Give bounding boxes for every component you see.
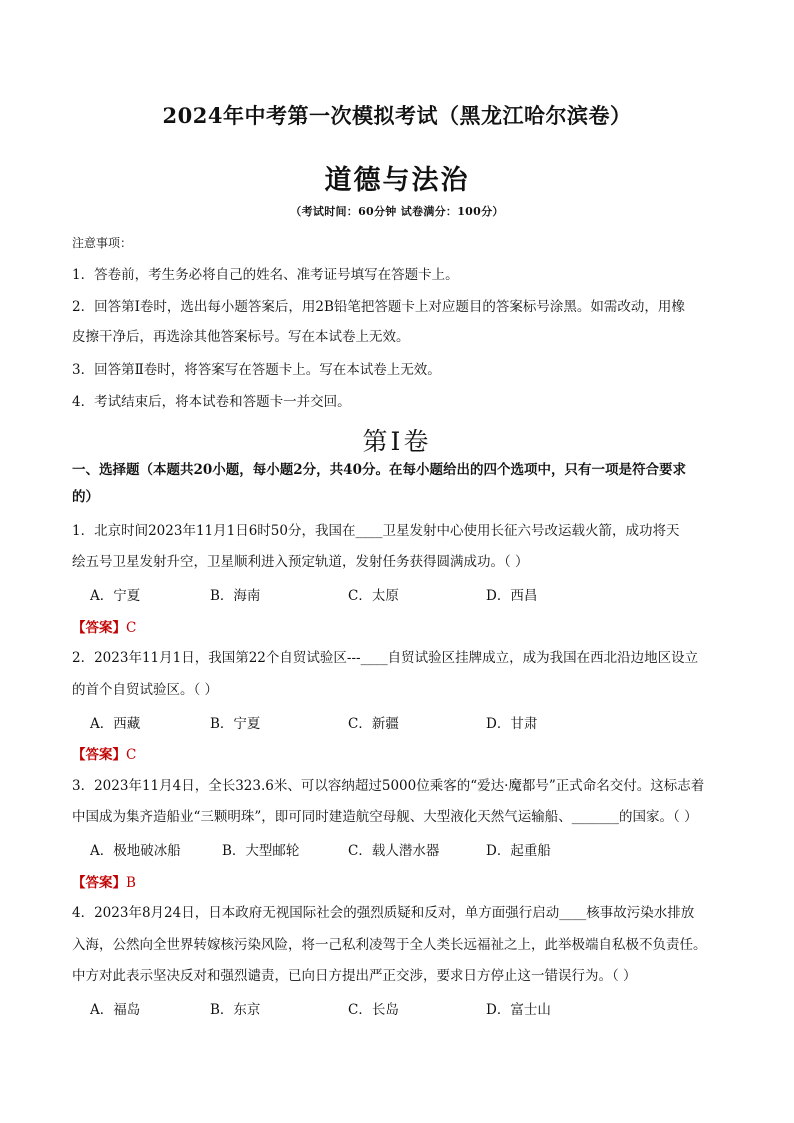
question-1-answer — [72, 616, 136, 636]
section-instruction: 一、选择题（本题共20小题，每小题2分，共40分。在每小题给出的四个选项中，只有一项是符合要求 — [72, 462, 686, 478]
question-1-text: 1．北京时间2023年11月1日6时50分，我国在____卫星发射中心使用长征六号改运载火箭，成功将天 — [72, 523, 680, 539]
exam-title: 2024年中考第一次模拟考试（黑龙江哈尔滨卷） — [162, 103, 632, 128]
subject-title: 道德与法治 — [324, 165, 470, 196]
question-2-text: 2．2023年11月1日，我国第22个自贸试验区---____自贸试验区挂牌成立，成为我国在西北沿边地区设立 — [72, 650, 699, 666]
question-3-text: 3．2023年11月4日，全长323.6米、可以容纳超过5000位乘客的“爱达·魔都号”正式命名交付。这标志着 — [72, 778, 705, 794]
option-d: D．起重船 — [486, 843, 551, 859]
question-2-answer — [72, 743, 136, 763]
question-2-text: 的首个自贸试验区。（ ） — [72, 682, 219, 698]
question-3-options — [90, 839, 730, 859]
question-4-text: 4．2023年8月24日，日本政府无视国际社会的强烈质疑和反对，单方面强行启动____核事故污染水排放 — [72, 905, 695, 921]
exam-info: （考试时间：60分钟 试卷满分：100分） — [290, 205, 504, 218]
option-b: B．东京 — [210, 1002, 261, 1018]
option-b: B．海南 — [210, 588, 261, 604]
option-a: A．极地破冰船 — [90, 843, 181, 859]
option-c: C．载人潜水器 — [348, 843, 440, 859]
answer-label: 【答案】 — [72, 620, 126, 636]
option-c: C．太原 — [348, 588, 399, 604]
question-3-answer — [72, 871, 136, 891]
question-1-text: 绘五号卫星发射升空，卫星顺利进入预定轨道，发射任务获得圆满成功。（ ） — [72, 554, 529, 570]
option-d: D．富士山 — [486, 1002, 551, 1018]
question-4-text: 入海，公然向全世界转嫁核污染风险，将一己私利凌驾于全人类长远福祉之上，此举极端自私极不负责任。 — [72, 937, 707, 953]
question-4-text: 中方对此表示坚决反对和强烈谴责，已向日方提出严正交涉，要求日方停止这一错误行为。（ ） — [72, 968, 637, 984]
notice-item: 1．答卷前，考生务必将自己的姓名、准考证号填写在答题卡上。 — [72, 267, 459, 283]
option-a: A．福岛 — [90, 1002, 141, 1018]
option-c: C．长岛 — [348, 1002, 399, 1018]
section-instruction: 的） — [72, 489, 99, 505]
option-c: C．新疆 — [348, 716, 399, 732]
option-b: B．宁夏 — [210, 716, 261, 732]
option-d: D．甘肃 — [486, 716, 538, 732]
notice-item: 3．回答第Ⅱ卷时，将答案写在答题卡上。写在本试卷上无效。 — [72, 362, 441, 378]
answer-value: C — [126, 620, 137, 636]
answer-label: 【答案】 — [72, 875, 126, 891]
notice-item: 4．考试结束后，将本试卷和答题卡一并交回。 — [72, 394, 351, 410]
answer-label: 【答案】 — [72, 747, 126, 763]
answer-value: B — [126, 875, 136, 891]
option-d: D．西昌 — [486, 588, 538, 604]
question-2-options — [90, 712, 730, 732]
notice-item: 2．回答第Ⅰ卷时，选出每小题答案后，用2B铅笔把答题卡上对应题目的答案标号涂黑。如需改动，用橡 — [72, 299, 685, 315]
question-1-options — [90, 584, 730, 604]
notice-item: 皮擦干净后，再选涂其他答案标号。写在本试卷上无效。 — [72, 329, 410, 345]
volume-title: 第Ⅰ卷 — [362, 427, 432, 456]
answer-value: C — [126, 747, 137, 763]
question-4-options — [90, 998, 730, 1018]
notice-heading: 注意事项： — [72, 236, 133, 250]
option-b: B．大型邮轮 — [222, 843, 300, 859]
option-a: A．宁夏 — [90, 588, 141, 604]
question-3-text: 中国成为集齐造船业“三颗明珠”，即可同时建造航空母舰、大型液化天然气运输船、_______的国家。（ ） — [72, 809, 698, 825]
option-a: A．西藏 — [90, 716, 141, 732]
